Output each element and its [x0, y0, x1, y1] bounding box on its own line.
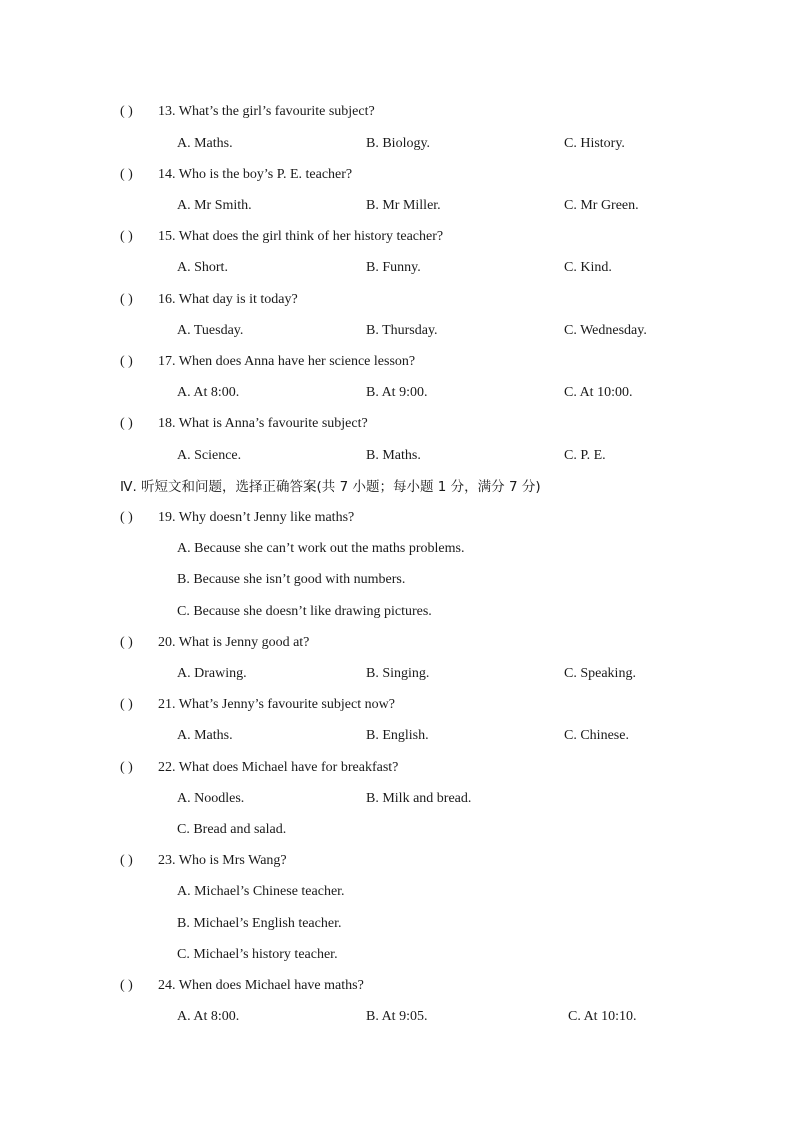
section-heading: Ⅳ. 听短文和问题，选择正确答案(共 7 小题；每小题 1 分，满分 7 分) [120, 479, 541, 495]
question-15: ( ) 15. What does the girl think of her history teacher? [120, 229, 444, 244]
question-text: 14. Who is the boy’s P. E. teacher? [158, 167, 353, 182]
option-c: C. Chinese. [564, 728, 629, 743]
question-text: 18. What is Anna’s favourite subject? [158, 416, 368, 431]
question-text: 15. What does the girl think of her history teacher? [158, 229, 444, 244]
question-text: 17. When does Anna have her science lesson? [158, 354, 416, 369]
option-b: B. At 9:00. [366, 385, 428, 400]
option-c: C. P. E. [564, 448, 606, 463]
option-a: A. Drawing. [177, 666, 247, 681]
option-b: B. Thursday. [366, 323, 438, 338]
question-18: ( ) 18. What is Anna’s favourite subject? [120, 416, 368, 431]
option-b: B. Singing. [366, 666, 430, 681]
question-text: 23. Who is Mrs Wang? [158, 853, 287, 868]
option-a: A. Mr Smith. [177, 198, 252, 213]
option-b: B. Mr Miller. [366, 198, 441, 213]
option-c: C. Michael’s history teacher. [177, 947, 338, 962]
question-text: 21. What’s Jenny’s favourite subject now? [158, 697, 395, 712]
option-b: B. Maths. [366, 448, 421, 463]
question-16: ( ) 16. What day is it today? [120, 292, 298, 307]
option-a: A. Science. [177, 448, 242, 463]
question-19: ( ) 19. Why doesn’t Jenny like maths? [120, 510, 355, 525]
option-a: A. At 8:00. [177, 385, 240, 400]
option-a: A. Tuesday. [177, 323, 244, 338]
option-c: C. At 10:10. [568, 1009, 637, 1024]
option-a: A. Because she can’t work out the maths problems. [177, 541, 465, 556]
option-c: C. Speaking. [564, 666, 636, 681]
option-b: B. Biology. [366, 136, 431, 151]
question-text: 22. What does Michael have for breakfast? [158, 760, 399, 775]
question-21: ( ) 21. What’s Jenny’s favourite subject now? [120, 697, 395, 712]
question-17: ( ) 17. When does Anna have her science lesson? [120, 354, 416, 369]
option-c: C. History. [564, 136, 625, 151]
option-b: B. Milk and bread. [366, 791, 472, 806]
option-a: A. Michael’s Chinese teacher. [177, 884, 345, 899]
option-a: A. Noodles. [177, 791, 245, 806]
question-24: ( ) 24. When does Michael have maths? [120, 978, 364, 993]
option-b: B. English. [366, 728, 429, 743]
option-b: B. Michael’s English teacher. [177, 916, 342, 931]
option-b: B. At 9:05. [366, 1009, 428, 1024]
option-c: C. Kind. [564, 260, 612, 275]
option-a: A. Maths. [177, 728, 233, 743]
option-c: C. At 10:00. [564, 385, 633, 400]
question-20: ( ) 20. What is Jenny good at? [120, 635, 310, 650]
option-c: C. Mr Green. [564, 198, 639, 213]
option-b: B. Because she isn’t good with numbers. [177, 572, 406, 587]
question-text: 19. Why doesn’t Jenny like maths? [158, 510, 355, 525]
question-text: 13. What’s the girl’s favourite subject? [158, 104, 375, 119]
option-a: A. At 8:00. [177, 1009, 240, 1024]
option-c: C. Because she doesn’t like drawing pictures. [177, 604, 432, 619]
option-a: A. Short. [177, 260, 228, 275]
question-22: ( ) 22. What does Michael have for breakfast? [120, 760, 399, 775]
question-text: 24. When does Michael have maths? [158, 978, 364, 993]
option-a: A. Maths. [177, 136, 233, 151]
question-text: 20. What is Jenny good at? [158, 635, 310, 650]
question-13: ( ) 13. What’s the girl’s favourite subject? [120, 104, 375, 119]
option-b: B. Funny. [366, 260, 421, 275]
question-23: ( ) 23. Who is Mrs Wang? [120, 853, 287, 868]
option-c: C. Wednesday. [564, 323, 647, 338]
option-c: C. Bread and salad. [177, 822, 287, 837]
question-14: ( ) 14. Who is the boy’s P. E. teacher? [120, 167, 353, 182]
question-text: 16. What day is it today? [158, 292, 298, 307]
